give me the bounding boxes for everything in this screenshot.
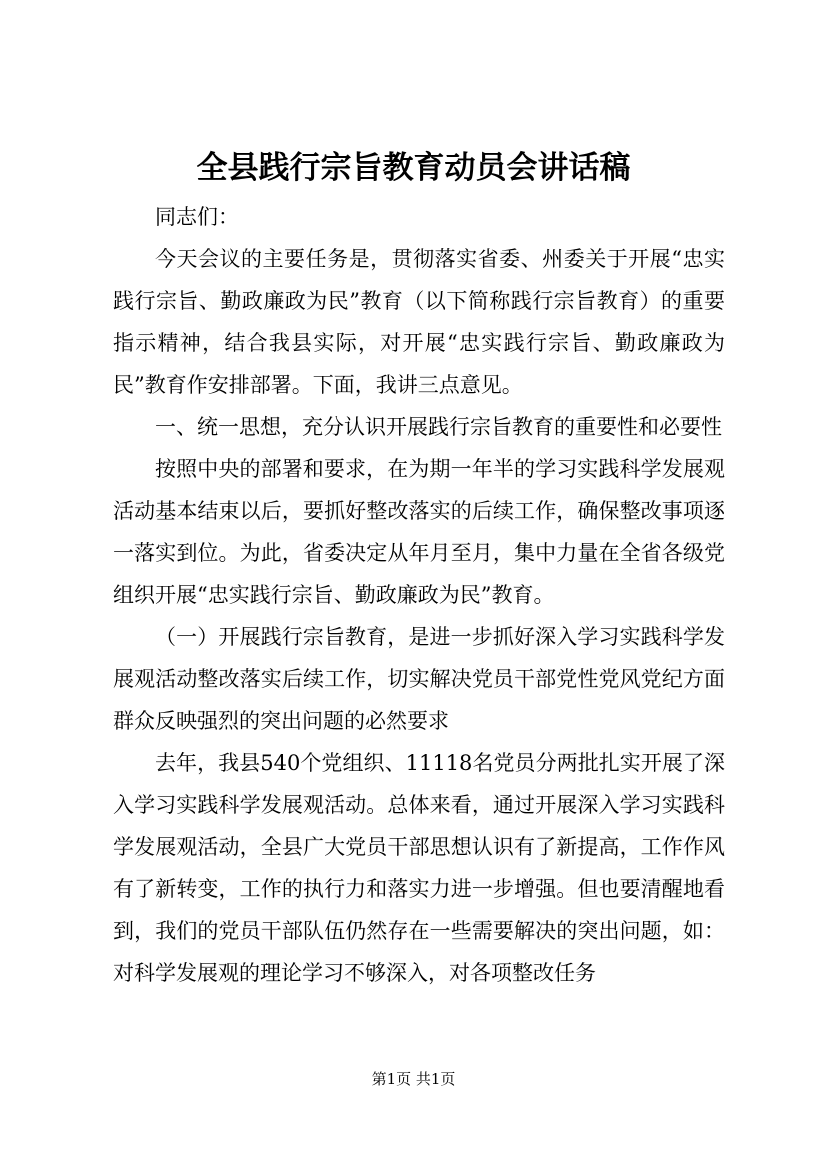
page-number-footer: 第1页 共1页 bbox=[371, 1070, 456, 1088]
document-body bbox=[113, 196, 725, 994]
intro-paragraph: 今天会议的主要任务是，贯彻落实省委、州委关于开展“忠实践行宗旨、勤政廉政为民”教育（以下简称践行宗旨教育）的重要指示精神，结合我县实际，对开展“忠实践行宗旨、勤政廉政为民”教育作安排部署。下面，我讲三点意见。 bbox=[113, 247, 725, 397]
subsection-heading-1: （一）开展践行宗旨教育，是进一步抓好深入学习实践科学发展观活动整改落实后续工作，切实解决党员干部党性党风党纪方面群众反映强烈的突出问题的必然要求 bbox=[113, 625, 725, 733]
document-title: 全县践行宗旨教育动员会讲话稿 bbox=[196, 150, 631, 186]
salutation-paragraph: 同志们： bbox=[155, 205, 239, 229]
body-paragraph: 去年，我县540个党组织、11118名党员分两批扎实开展了深入学习实践科学发展观活动。总体来看，通过开展深入学习实践科学发展观活动，全县广大党员干部思想认识有了新提高，工作作风有了新转变，工作的执行力和落实力进一步增强。但也要清醒地看到，我们的党员干部队伍仍然存在一些需要解决的突出问题，如：对科学发展观的理论学习不够深入，对各项整改任务 bbox=[113, 751, 725, 985]
section-heading-1: 一、统一思想，充分认识开展践行宗旨教育的重要性和必要性 bbox=[155, 415, 722, 439]
body-paragraph: 按照中央的部署和要求，在为期一年半的学习实践科学发展观活动基本结束以后，要抓好整改落实的后续工作，确保整改事项逐一落实到位。为此，省委决定从年月至月，集中力量在全省各级党组织开展“忠实践行宗旨、勤政廉政为民”教育。 bbox=[113, 457, 725, 607]
